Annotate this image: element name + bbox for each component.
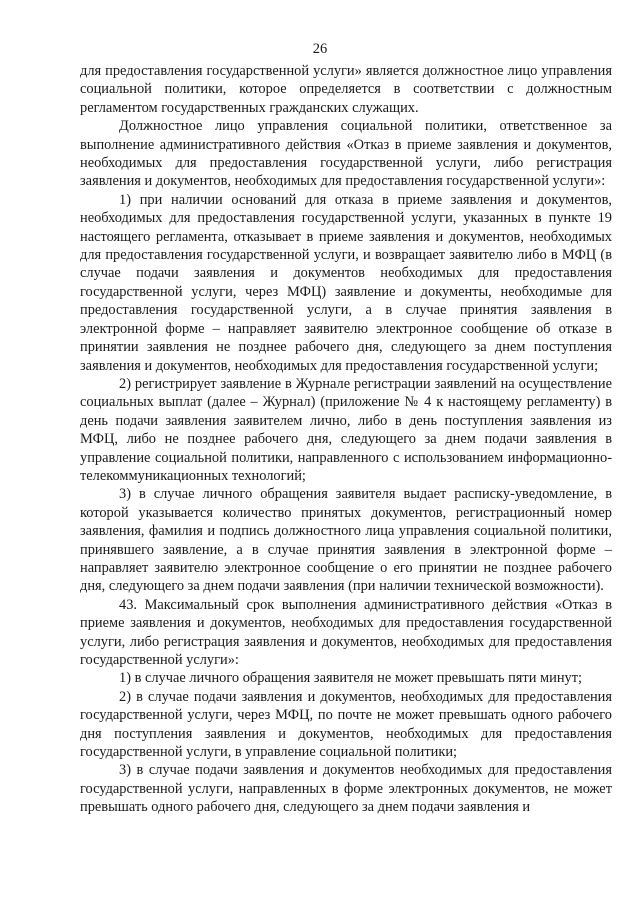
document-body — [80, 62, 612, 817]
page-number: 26 — [312, 41, 328, 57]
paragraph-term-item-2: 2) в случае подачи заявления и документов, необходимых для предоставления государственной услуги, через МФЦ, по почте не может превышать одного рабочего дня поступления заявления и документов, необходимых для предоставления государственной услуги, в управление социальной политики; — [80, 688, 612, 761]
paragraph-item-3-receipt: 3) в случае личного обращения заявителя выдает расписку-уведомление, в которой указывается количество принятых документов, регистрационный номер заявления, фамилия и подпись должностного лица управления социальной политики, принявшего заявление, а в случае принятия заявления в электронной форме – направляет заявителю электронное сообщение о его принятии не позднее рабочего дня, следующего за днем подачи заявления (при наличии технической возможности). — [80, 486, 612, 595]
paragraph-43-max-term: 43. Максимальный срок выполнения административного действия «Отказ в приеме заявления и документов, необходимых для предоставления государственной услуги, либо регистрация заявления и документов, необходимых для предоставления государственной услуги»: — [80, 596, 612, 668]
paragraph-item-1-refusal: 1) при наличии оснований для отказа в приеме заявления и документов, необходимых для предоставления государственной услуги, указанных в пункте 19 настоящего регламента, отказывает в приеме заявления и документов, необходимых для предоставления государственной услуги, и возвращает заявителю либо в МФЦ (в случае подачи заявления и документов необходимых для предоставления государственной услуги, через МФЦ) заявление и документы, необходимые для предоставления государственной услуги, а в случае принятия заявления в электронной форме – направляет заявителю электронное сообщение об отказе в принятии заявления не позднее рабочего дня, следующего за днем поступления заявления и документов, необходимых для предоставления государственной услуги; — [80, 191, 612, 374]
paragraph-continuation: для предоставления государственной услуги» является должностное лицо управления социальной политики, которое определяется в соответствии с должностным регламентом государственных гражданских служащих. — [80, 63, 612, 116]
paragraph-responsible-official: Должностное лицо управления социальной политики, ответственное за выполнение административного действия «Отказ в приеме заявления и документов, необходимых для предоставления государственной услуги, либо регистрация заявления и документов, необходимых для предоставления государственной услуги»: — [80, 118, 612, 190]
paragraph-item-2-registration: 2) регистрирует заявление в Журнале регистрации заявлений на осуществление социальных выплат (далее – Журнал) (приложение № 4 к настоящему регламенту) в день подачи заявления заявителем лично, либо в день поступления заявления из МФЦ, либо не позднее рабочего дня, следующего за днем подачи заявления в управление социальной политики, направленного с использованием информационно-телекоммуникационных технологий; — [80, 375, 612, 484]
paragraph-term-item-3: 3) в случае подачи заявления и документов необходимых для предоставления государственной услуги, направленных в форме электронных документов, не может превышать одного рабочего дня, следующего за днем подачи заявления и — [80, 762, 612, 816]
paragraph-term-item-1: 1) в случае личного обращения заявителя не может превышать пяти минут; — [119, 670, 583, 687]
